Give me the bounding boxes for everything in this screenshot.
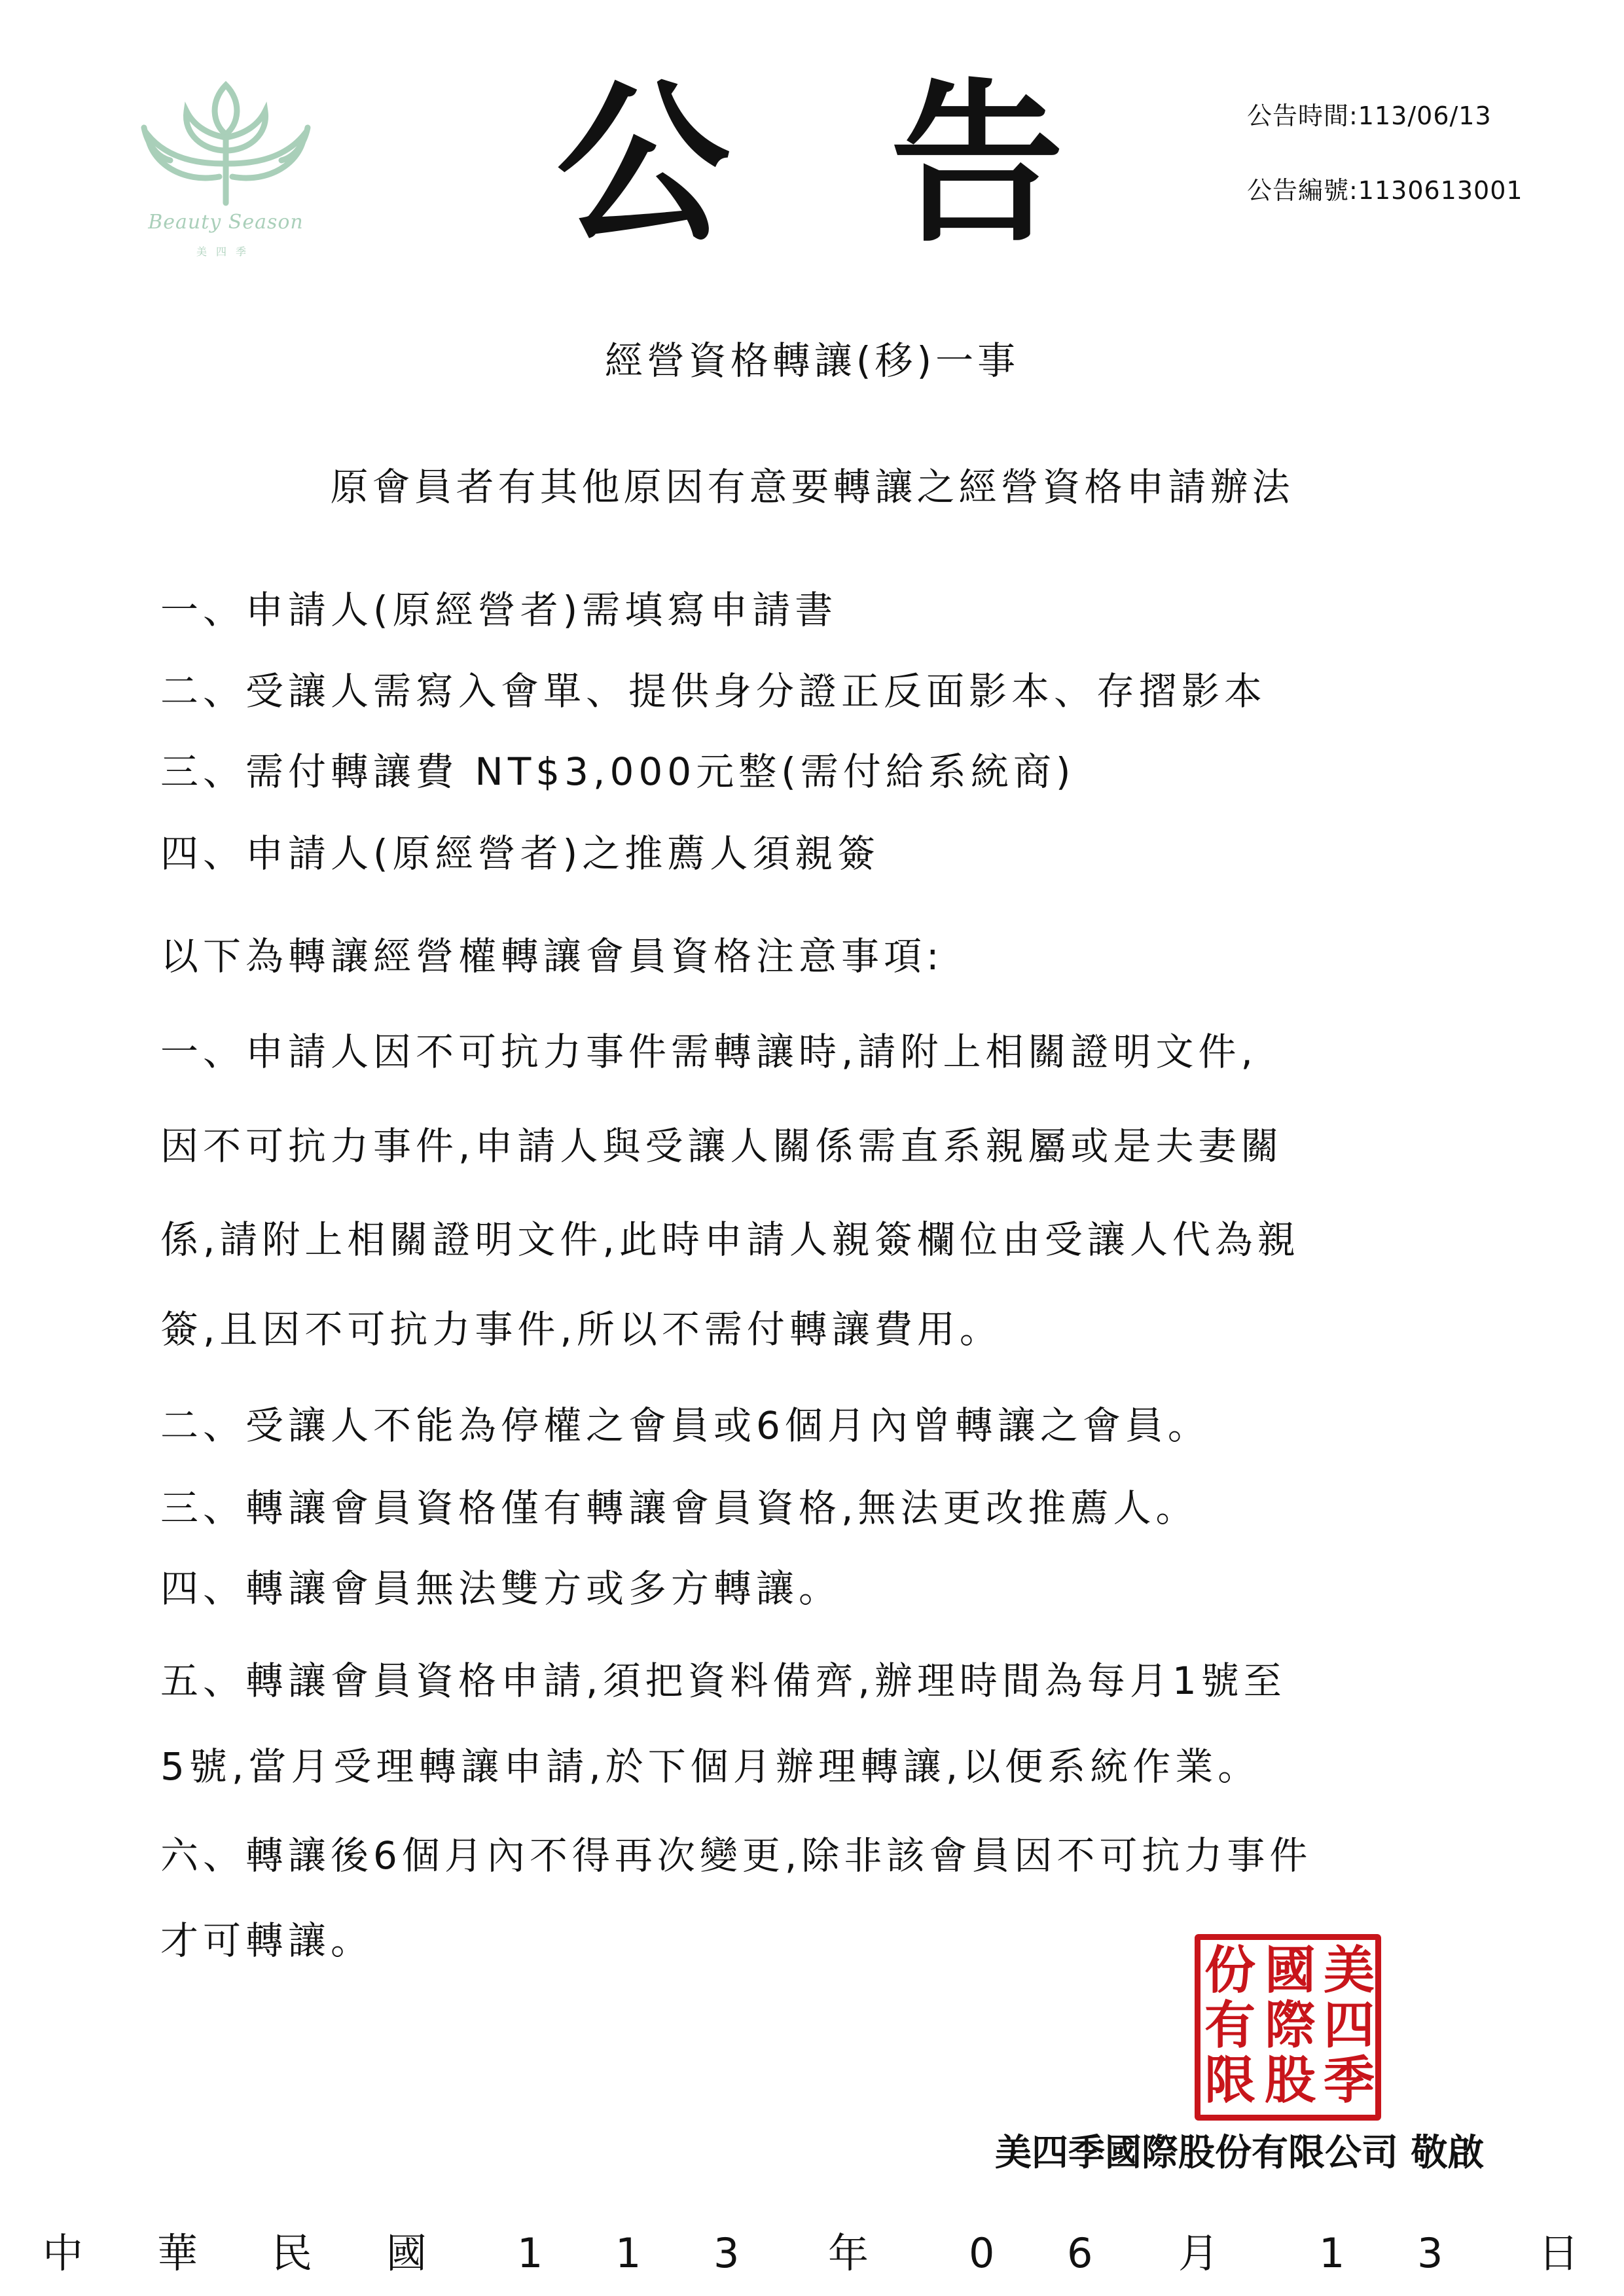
seal-char: 美 (1324, 1941, 1375, 2000)
company-seal-stamp (1195, 1934, 1381, 2121)
page-title-char-1: 公 (556, 64, 730, 266)
subject-heading: 經營資格轉讓(移)一事 (604, 338, 1020, 383)
date-char: 3 (713, 2229, 740, 2277)
logo-chinese-name: 美四季 (196, 245, 255, 258)
notice-heading: 以下為轉讓經營權轉讓會員資格注意事項: (160, 934, 944, 978)
seal-char: 份 (1204, 1941, 1256, 2000)
notice-line: 六、轉讓後6個月內不得再次變更,除非該會員因不可抗力事件 (160, 1833, 1312, 1878)
date-char: 3 (1417, 2229, 1443, 2277)
logo-english-name: Beauty Season (148, 211, 304, 234)
notice-line: 才可轉讓。 (160, 1918, 374, 1963)
notice-line: 五、轉讓會員資格申請,須把資料備齊,辦理時間為每月1號至 (160, 1659, 1286, 1703)
announce-time: 公告時間:113/06/13 (1247, 101, 1492, 130)
notice-line: 一、申請人因不可抗力事件需轉讓時,請附上相關證明文件, (160, 1030, 1257, 1074)
notice-line: 二、受讓人不能為停權之會員或6個月內曾轉讓之會員。 (160, 1403, 1210, 1448)
seal-char: 國 (1265, 1941, 1316, 2000)
date-char: 民 (272, 2229, 313, 2277)
seal-char: 股 (1265, 2051, 1316, 2110)
notice-line: 三、轉讓會員資格僅有轉讓會員資格,無法更改推薦人。 (160, 1486, 1199, 1530)
seal-char: 季 (1324, 2051, 1375, 2110)
announce-number: 公告編號:1130613001 (1247, 176, 1523, 205)
procedure-item: 一、申請人(原經營者)需填寫申請書 (160, 588, 838, 632)
date-char: 1 (615, 2229, 641, 2277)
seal-char: 限 (1204, 2051, 1256, 2110)
date-char: 月 (1178, 2229, 1219, 2277)
date-char: 中 (43, 2229, 84, 2277)
notice-line: 5號,當月受理轉讓申請,於下個月辦理轉讓,以便系統作業。 (160, 1744, 1261, 1789)
notice-line: 四、轉讓會員無法雙方或多方轉讓。 (160, 1566, 842, 1611)
date-char: 國 (386, 2229, 427, 2277)
seal-char: 四 (1324, 1996, 1375, 2055)
page-title-char-2: 告 (890, 64, 1064, 266)
procedure-item: 四、申請人(原經營者)之推薦人須親簽 (160, 831, 880, 876)
date-char: 1 (1319, 2229, 1345, 2277)
intro-heading: 原會員者有其他原因有意要轉讓之經營資格申請辦法 (330, 465, 1294, 509)
date-char: 年 (828, 2229, 869, 2277)
procedure-item: 二、受讓人需寫入會單、提供身分證正反面影本、存摺影本 (160, 669, 1267, 713)
date-char: 日 (1538, 2229, 1579, 2277)
date-char: 1 (517, 2229, 543, 2277)
seal-char: 有 (1204, 1996, 1256, 2055)
date-char: 華 (157, 2229, 198, 2277)
company-logo (131, 72, 321, 268)
notice-line: 係,請附上相關證明文件,此時申請人親簽欄位由受讓人代為親 (160, 1217, 1300, 1262)
notice-line: 因不可抗力事件,申請人與受讓人關係需直系親屬或是夫妻關 (160, 1124, 1284, 1168)
date-char: 0 (969, 2229, 995, 2277)
seal-char: 際 (1265, 1996, 1316, 2055)
notice-line: 簽,且因不可抗力事件,所以不需付轉讓費用。 (160, 1307, 1002, 1352)
company-signature: 美四季國際股份有限公司 敬啟 (995, 2132, 1485, 2174)
date-char: 6 (1067, 2229, 1093, 2277)
lotus-logo-icon (131, 72, 321, 209)
procedure-item: 三、需付轉讓費 NT$3,000元整(需付給系統商) (160, 749, 1075, 794)
